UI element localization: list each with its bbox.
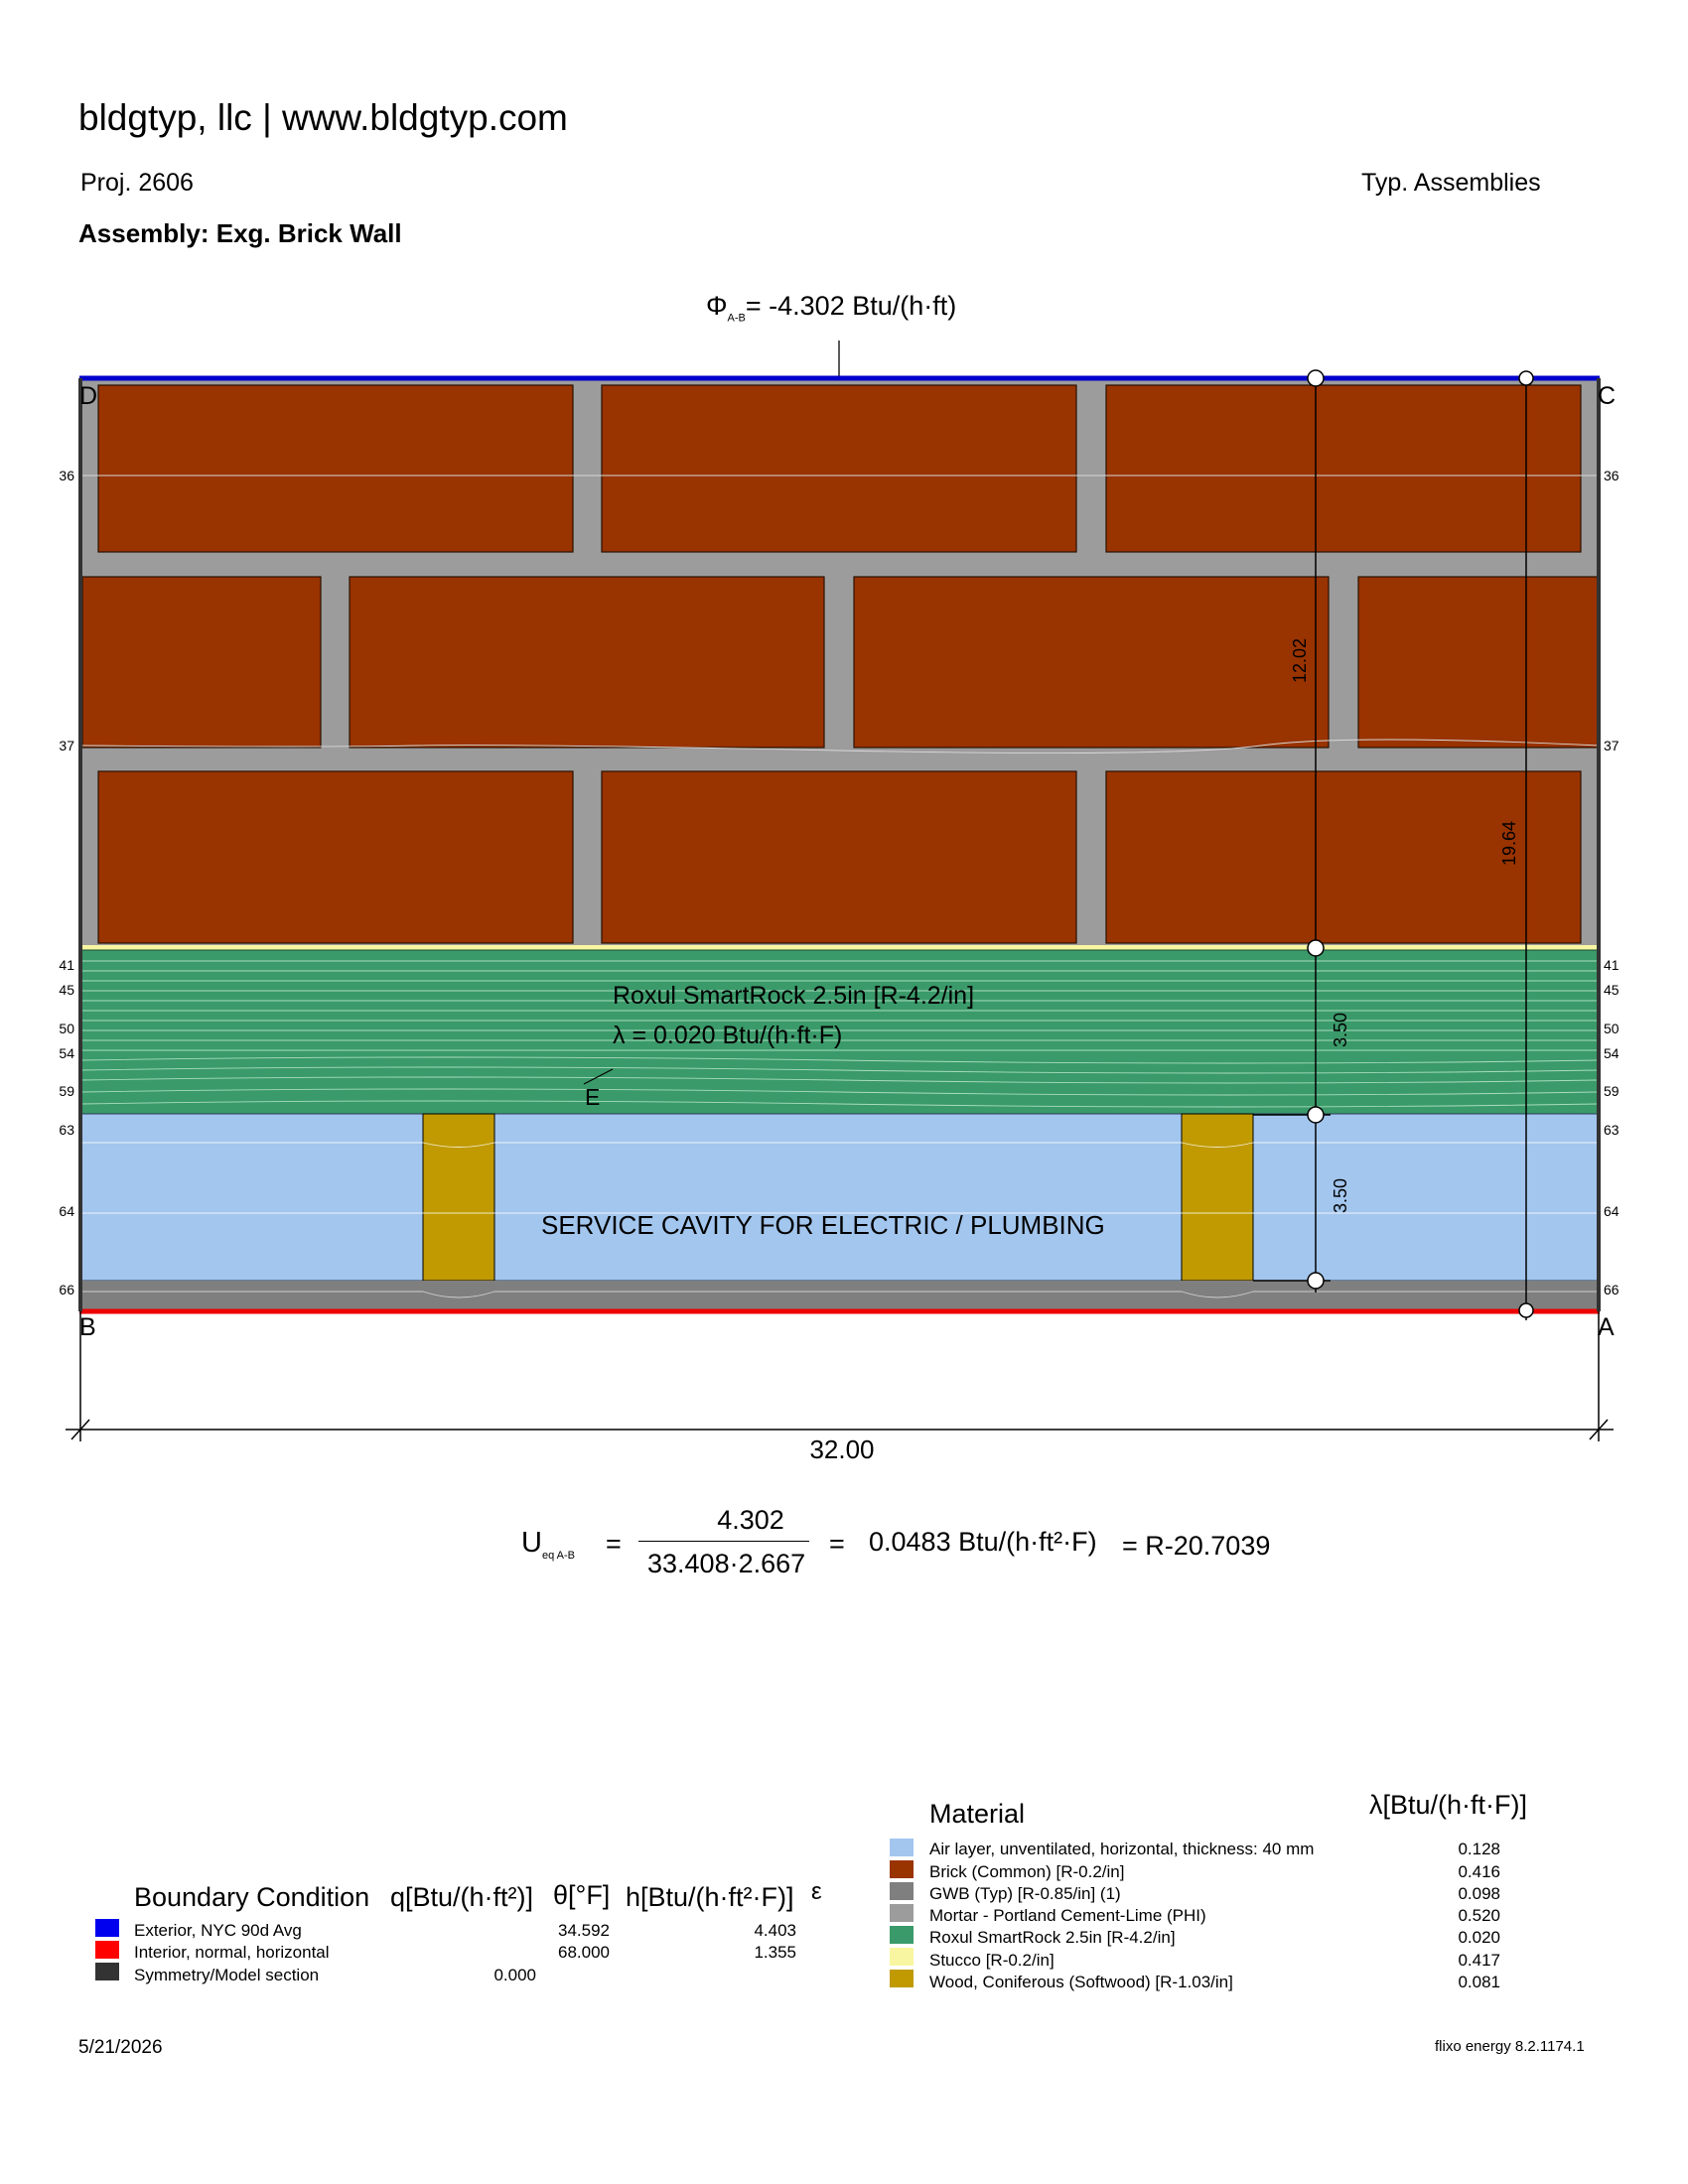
material-name: Roxul SmartRock 2.5in [R-4.2/in] <box>929 1928 1176 1947</box>
material-lambda: 0.520 <box>1458 1906 1500 1925</box>
bc-theta: 68.000 <box>558 1943 610 1962</box>
bc-theta: 34.592 <box>558 1921 610 1940</box>
project-number: Proj. 2606 <box>80 169 194 197</box>
company-title: bldgtyp, llc | www.bldgtyp.com <box>78 97 568 138</box>
material-name: Brick (Common) [R-0.2/in] <box>929 1862 1125 1881</box>
isotherm-label: 63 <box>59 1122 74 1138</box>
bc-header-h: h[Btu/(h·ft²·F)] <box>626 1882 794 1912</box>
u-numerator: 4.302 <box>717 1505 784 1535</box>
bc-header-eps: ε <box>811 1878 822 1905</box>
bc-header-name: Boundary Condition <box>134 1882 370 1912</box>
cavity-label: SERVICE CAVITY FOR ELECTRIC / PLUMBING <box>541 1210 1105 1240</box>
u-symbol: $U_{eq A-B}$ <box>521 1527 575 1562</box>
material-swatch-stucco <box>890 1948 914 1966</box>
isotherm-label: 54 <box>1604 1045 1619 1061</box>
dim-total-height: 19.64 <box>1499 820 1519 866</box>
insulation-lambda: λ = 0.020 Btu/(h·ft·F) <box>613 1022 843 1049</box>
isotherm-label: 37 <box>1604 738 1619 753</box>
isotherm-label: 64 <box>59 1203 74 1219</box>
isotherm-label: 64 <box>1604 1203 1619 1219</box>
material-swatch-insulation <box>890 1926 914 1944</box>
lambda-header: λ[Btu/(h·ft·F)] <box>1369 1790 1528 1820</box>
isotherm-label: 45 <box>1604 982 1619 998</box>
insulation-label: Roxul SmartRock 2.5in [R-4.2/in] <box>613 982 975 1010</box>
isotherm-label: 54 <box>59 1045 74 1061</box>
material-swatch-brick <box>890 1860 914 1878</box>
material-lambda: 0.417 <box>1458 1951 1500 1970</box>
equals-sign: = <box>606 1529 622 1559</box>
material-name: Stucco [R-0.2/in] <box>929 1951 1055 1970</box>
bc-q: 0.000 <box>493 1966 536 1984</box>
material-swatch-air <box>890 1839 914 1856</box>
isotherm-label: 50 <box>1604 1021 1619 1036</box>
material-name: GWB (Typ) [R-0.85/in] (1) <box>929 1884 1121 1903</box>
isotherm-label: 63 <box>1604 1122 1619 1138</box>
dim-insulation: 3.50 <box>1331 1012 1350 1047</box>
isotherm-label: 41 <box>59 957 74 973</box>
material-name: Wood, Coniferous (Softwood) [R-1.03/in] <box>929 1973 1233 1991</box>
width-dimension-value: 32.00 <box>809 1434 875 1464</box>
dim-brick-height: 12.02 <box>1290 637 1310 683</box>
material-lambda: 0.128 <box>1458 1840 1500 1858</box>
material-lambda: 0.081 <box>1458 1973 1500 1991</box>
bc-name: Exterior, NYC 90d Avg <box>134 1921 302 1940</box>
isotherm-label: 36 <box>1604 468 1619 483</box>
isotherm-label: 66 <box>59 1282 74 1297</box>
flux-symbol: Φ <box>706 291 728 321</box>
isotherm-label: 59 <box>1604 1083 1619 1099</box>
r-value: = R-20.7039 <box>1122 1531 1271 1561</box>
equals-sign: = <box>829 1529 845 1559</box>
bc-h: 1.355 <box>754 1943 796 1962</box>
isotherm-label: 41 <box>1604 957 1619 973</box>
bc-name: Symmetry/Model section <box>134 1966 320 1984</box>
bc-name: Interior, normal, horizontal <box>134 1943 330 1962</box>
isotherm-label: 37 <box>59 738 74 753</box>
material-lambda: 0.098 <box>1458 1884 1500 1903</box>
corner-a: A <box>1598 1313 1615 1341</box>
dim-cavity: 3.50 <box>1331 1177 1350 1213</box>
flux-value: = -4.302 Btu/(h·ft) <box>745 291 957 321</box>
bc-h: 4.403 <box>754 1921 796 1940</box>
material-lambda: 0.020 <box>1458 1928 1500 1947</box>
corner-b: B <box>79 1313 96 1341</box>
sheet-name: Typ. Assemblies <box>1361 169 1541 197</box>
isotherm-label: 36 <box>59 468 74 483</box>
material-swatch-gwb <box>890 1882 914 1900</box>
material-name: Air layer, unventilated, horizontal, thickness: 40 mm <box>929 1840 1315 1858</box>
isotherm-label: 66 <box>1604 1282 1619 1297</box>
corner-c: C <box>1598 382 1617 410</box>
isotherm-label: 59 <box>59 1083 74 1099</box>
material-swatch-wood <box>890 1970 914 1987</box>
corner-d: D <box>79 382 98 410</box>
u-value: 0.0483 Btu/(h·ft²·F) <box>869 1527 1097 1557</box>
bc-header-theta: θ[°F] <box>553 1880 611 1910</box>
isotherm-label: 45 <box>59 982 74 998</box>
flux-subscript: A-B <box>727 312 746 325</box>
material-lambda: 0.416 <box>1458 1862 1500 1881</box>
marker-e: E <box>585 1084 601 1110</box>
print-date: 5/21/2026 <box>78 2037 163 2058</box>
material-swatch-mortar <box>890 1904 914 1922</box>
assembly-title: Assembly: Exg. Brick Wall <box>78 218 402 248</box>
bc-header-q: q[Btu/(h·ft²)] <box>390 1882 534 1912</box>
u-denominator: 33.408·2.667 <box>647 1549 806 1578</box>
material-header: Material <box>929 1799 1026 1829</box>
material-name: Mortar - Portland Cement-Lime (PHI) <box>929 1906 1206 1925</box>
isotherm-label: 50 <box>59 1021 74 1036</box>
software-version: flixo energy 8.2.1174.1 <box>1435 2038 1585 2055</box>
